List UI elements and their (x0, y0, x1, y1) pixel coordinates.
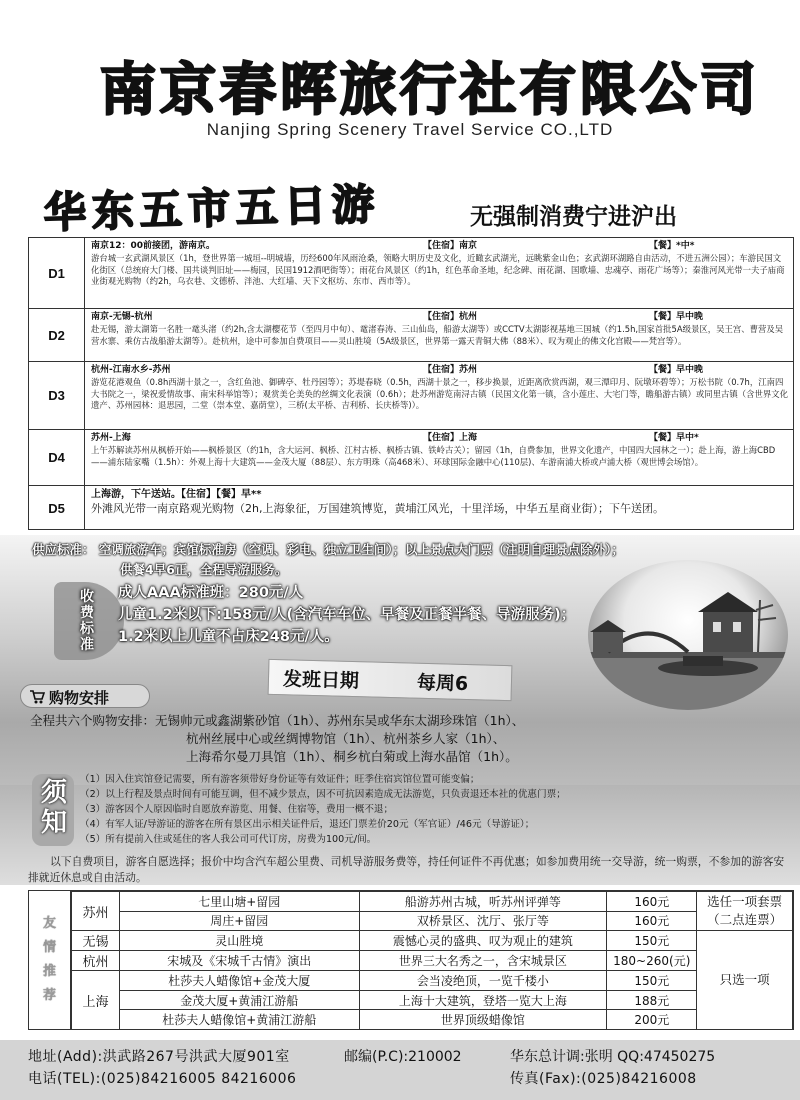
optional-items-note: 以下自费项目，游客自愿选择；报价中均含汽车超公里费、司机导游服务费等，持任何证件不再优惠；如参加费用统一交导游，统一购票，不参加的游客安排就近休息或自由活动。 (28, 855, 785, 884)
city-cell: 无锡 (72, 931, 120, 951)
fee-child-bed: 1.2米以上儿童不占床248元/人。 (118, 629, 339, 645)
schedule-value: 每周6 (416, 671, 469, 696)
itinerary-day-5 (29, 486, 793, 530)
water-town-photo (588, 560, 788, 710)
price-cell: 150元 (607, 931, 697, 951)
notice-item: （5）所有提前入住或延住的客人我公司可代订房，房费为100元/间。 (80, 834, 377, 845)
desc-cell: 世界顶级蜡像馆 (359, 1010, 607, 1030)
day-stay: 【住宿】南京 (423, 241, 478, 251)
item-cell: 灵山胜境 (119, 931, 359, 951)
day-meal: 【餐】早中* (649, 433, 699, 443)
notice-item: （4）有军人证/导游证的游客在所有景区出示相关证件后，退还门票差价20元（军官证）/46元（导游证）； (80, 819, 535, 830)
notice-badge (40, 778, 68, 842)
price-cell: 200元 (607, 1010, 697, 1030)
day-body (91, 311, 789, 347)
item-cell: 周庄+留园 (119, 911, 359, 931)
fee-list (118, 582, 598, 648)
item-cell: 七里山塘+留园 (119, 892, 359, 912)
notice-badge-char: 须 (40, 778, 67, 808)
desc-cell: 世界三大名秀之一，含宋城景区 (359, 951, 607, 971)
day-text: 上午苏解读苏州从枫桥开始——枫桥景区（约1h，含大运河、枫桥、江村古桥、枫桥古镇、铁岭古关）；留园（1h，自费参加，世界文化遗产，中国四大园林之一）；赴上海，游上海CBD——浦东陆家嘴（1.5h）：外观上海十大建筑——金茂大厦（88层）、东方明珠（高468米）、环球国际金融中心(110层)、车游南浦大桥或卢浦大桥（观世博会场馆）。 (91, 445, 776, 467)
price-cell: 160元 (607, 892, 697, 912)
price-cell: 150元 (607, 971, 697, 991)
item-cell: 金茂大厦+黄浦江游船 (119, 990, 359, 1010)
item-cell: 宋城及《宋城千古情》演出 (119, 951, 359, 971)
day-head (91, 240, 789, 253)
address-text: 地址(Add):洪武路267号洪武大厦901室 (28, 1049, 290, 1065)
recommend-badge-char: 友 (42, 916, 56, 931)
shopping-list (30, 712, 790, 772)
recommend-badge (29, 891, 71, 1029)
recommend-badge-char: 情 (42, 940, 56, 955)
desc-cell: 会当凌绝顶，一览千楼小 (359, 971, 607, 991)
day-text: 游台城一玄武湖风景区（1h，登世界第一城垣--明城墙，历经600年风雨沧桑，领略大明历史及文化，近瞰玄武湖光，远眺紫金山色；玄武湖环湖路自由活动，不进五洲公园）；车游民国文化街区（总统府大门楼、国共谈判旧址——梅园，民国1912酒吧街等）；雨花台风景区（约1h，红色革命圣地，纪念碑、雨花湖、国歌墙、忠魂亭、雨花广场等）；秦淮河风光带一夫子庙商业街观光购物（约2h，乌衣巷、文德桥、泮池、大红墙、天下文枢坊、东市、西市等）。 (91, 253, 785, 287)
notice-item: （3）游客因个人原因临时自愿放弃游览、用餐、住宿等，费用一概不退； (80, 804, 394, 815)
table-row (72, 971, 793, 991)
day-meal: 【餐】*中* (649, 241, 695, 251)
table-row (72, 931, 793, 951)
fee-badge-char: 标 (80, 621, 94, 637)
day-head (91, 311, 789, 324)
day-meal: 【餐】早中晚 (649, 365, 704, 375)
recommend-badge-char: 推 (42, 964, 56, 979)
day-label: D2 (29, 309, 85, 361)
notice-list (80, 772, 790, 850)
supply-text-1: 空调旅游车；宾馆标准房（空调、彩电、独立卫生间）；以上景点大门票（注明自理景点除外）； (98, 542, 624, 557)
shopping-row: 杭州丝展中心或丝绸博物馆（1h）、杭州茶乡人家（1h）、 (186, 731, 506, 746)
day-body (91, 364, 789, 412)
contact-footer (0, 1040, 800, 1100)
city-cell: 苏州 (72, 892, 120, 931)
recommend-table-wrap (28, 890, 794, 1030)
water-town-illustration (588, 560, 788, 710)
itinerary-day-1 (29, 238, 793, 309)
table-row (72, 1010, 793, 1030)
fee-badge (64, 588, 110, 654)
day-route: 南京-无锡-杭州 (91, 312, 153, 322)
price-cell: 188元 (607, 990, 697, 1010)
table-row (72, 892, 793, 912)
desc-cell: 上海十大建筑，登塔一览大上海 (359, 990, 607, 1010)
itinerary-table (28, 237, 794, 530)
departure-schedule (268, 659, 513, 701)
table-row (72, 990, 793, 1010)
company-name-en: Nanjing Spring Scenery Travel Service CO.,LTD (206, 120, 614, 139)
notice-item: （1）因入住宾馆登记需要，所有游客须带好身份证等有效证件；旺季住宿宾馆位置可能变偏； (80, 774, 480, 785)
day-label: D4 (29, 430, 85, 485)
city-cell: 杭州 (72, 951, 120, 971)
supply-line-1 (32, 540, 792, 560)
desc-cell: 船游苏州古城，听苏州评弹等 (359, 892, 607, 912)
supply-label: 供应标准： (32, 542, 95, 557)
notice-item: （2）以上行程及景点时间有可能互调，但不减少景点，因不可抗因素造成无法游览，只负责退还本社的优惠门票； (80, 789, 566, 800)
fax-text: 传真(Fax):(025)84216008 (510, 1071, 697, 1087)
tour-subtitle: 无强制消费宁进沪出 (470, 204, 677, 230)
day-body (91, 240, 789, 288)
recommend-badge-char: 荐 (42, 988, 56, 1003)
fee-badge-char: 准 (80, 637, 94, 653)
recommend-table (71, 891, 793, 1030)
day-route: 南京12：00前接团，游南京。 (91, 241, 216, 251)
shopping-tag-label: 购物安排 (49, 689, 110, 707)
shopping-cart-icon (29, 689, 45, 704)
day-label: D1 (29, 238, 85, 308)
manager-text: 华东总计调:张明 QQ:47450275 (510, 1049, 716, 1065)
item-cell: 杜莎夫人蜡像馆+黄浦江游船 (119, 1010, 359, 1030)
desc-cell: 震憾心灵的盛典、叹为观止的建筑 (359, 931, 607, 951)
day-head (91, 488, 789, 501)
note-cell: 只选一项 (697, 931, 793, 1030)
supply-text-2: 供餐4早6正，全程导游服务。 (120, 562, 288, 577)
postcode-text: 邮编(P.C):210002 (344, 1049, 462, 1065)
fee-adult: 成人AAA标准班：280元/人 (118, 585, 304, 601)
day-stay: 【住宿】杭州 (423, 312, 478, 322)
table-row (72, 911, 793, 931)
shopping-row: 上海希尔曼刀具馆（1h）、桐乡杭白菊或上海水晶馆（1h）。 (186, 749, 518, 764)
price-cell: 180~260(元) (607, 951, 697, 971)
day-text: 外滩风光带一南京路观光购物（2h,上海象征，万国建筑博览，黄埔江风光，十里洋场，中华五星商业街）；下午送团。 (91, 502, 664, 515)
city-cell: 上海 (72, 971, 120, 1030)
itinerary-day-4 (29, 430, 793, 486)
note-cell: 选任一项套票（二点连票） (697, 892, 793, 931)
day-text: 赴无锡，游太湖第一名胜一鼋头渚（约2h,含太湖樱花节（至四月中旬）、鼋渚春涛、三山仙岛，船游太湖等）或CCTV太湖影视基地三国城（约1.5h,国家首批5A级景区，吴王宫、曹营及吴营水寨、乘仿古战船游太湖等）。赴杭州，途中可参加自费项目——灵山胜境（5A级景区，世界第一露天青铜大佛（88米）、叹为观止的佛文化宫殿——梵宫等）。 (91, 324, 784, 346)
day-route: 杭州-江南水乡-苏州 (91, 365, 171, 375)
day-body (91, 488, 789, 516)
tour-title: 华东五市五日游 (43, 179, 381, 238)
day-head (91, 432, 789, 445)
desc-cell: 双桥景区、沈厅、张厅等 (359, 911, 607, 931)
shopping-tag (20, 684, 150, 708)
day-stay: 【住宿】上海 (423, 433, 478, 443)
day-label: D5 (29, 486, 85, 530)
item-cell: 杜莎夫人蜡像馆+金茂大厦 (119, 971, 359, 991)
day-text: 游览花港观鱼（0.8h西湖十景之一，含红鱼池、御碑亭、牡丹园等）；苏堤春晓（0.5h，西湖十景之一，移步换景，近距离欣赏西湖，观三潭印月、阮墩环碧等）；万松书院（0.7h，江南四大书院之一，梁祝爱情故事、南宋科举馆等）；观赏美仑美奂的丝绸文化表演（0.6h）；赴苏州游览南浔古镇（民国文化第一镇，含小莲庄、大宅门等，瞻船游古镇）或同里古镇（含世界文化遗产、苏州园林：退思园，二堂（崇本堂、嘉荫堂），三桥(太平桥、吉利桥、长庆桥等)）。 (91, 377, 788, 411)
price-cell: 160元 (607, 911, 697, 931)
shopping-row: 全程共六个购物安排：无锡帅元或鑫湖紫砂馆（1h）、苏州东吴或华东太湖珍珠馆（1h）、 (30, 713, 525, 728)
table-row (72, 951, 793, 971)
fee-badge-char: 费 (80, 605, 94, 621)
company-name-cn: 南京春晖旅行社有限公司 (100, 58, 760, 123)
itinerary-day-3 (29, 362, 793, 430)
itinerary-day-2 (29, 309, 793, 362)
day-route: 苏州-上海 (91, 433, 131, 443)
day-body (91, 432, 789, 468)
tel-text: 电话(TEL):(025)84216005 84216006 (28, 1071, 297, 1087)
day-head (91, 364, 789, 377)
schedule-label: 发班日期 (282, 668, 360, 693)
day-meal: 【餐】早中晚 (649, 312, 704, 322)
day-stay: 【住宿】苏州 (423, 365, 478, 375)
day-route: 上海游，下午送站。【住宿】【餐】早** (91, 489, 262, 500)
fee-badge-char: 收 (80, 589, 94, 605)
notice-badge-char: 知 (40, 808, 67, 838)
fee-child: 儿童1.2米以下:158元/人(含汽车车位、早餐及正餐半餐、导游服务)； (118, 607, 576, 623)
day-label: D3 (29, 362, 85, 429)
